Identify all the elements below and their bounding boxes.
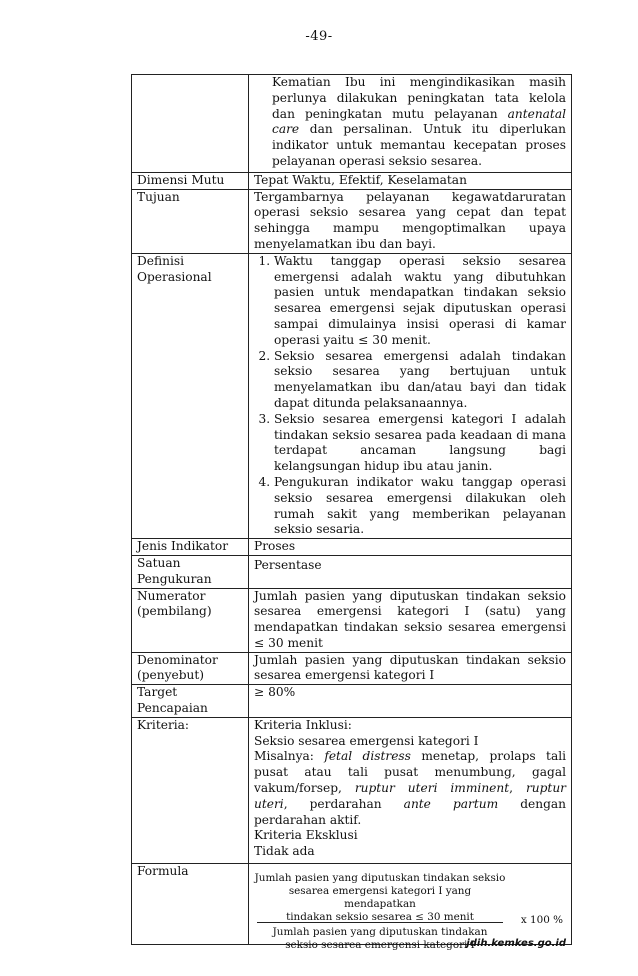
formula-denominator-line: seksio sesarea emergensi kategori I	[285, 939, 475, 952]
row-jenis-indikator	[132, 539, 572, 556]
intro-row	[132, 75, 572, 173]
italic-term: ruptur uteri imminent	[354, 781, 510, 796]
row-formula	[132, 864, 572, 945]
row-tujuan	[132, 189, 572, 253]
inclusion-line: Seksio sesarea emergensi kategori I	[254, 733, 479, 748]
fraction-bar	[257, 922, 503, 923]
row-value	[249, 864, 572, 952]
row-value	[249, 717, 572, 863]
text-run: ,	[509, 781, 526, 796]
page-number: -49-	[305, 29, 333, 44]
inclusion-heading: Kriteria Inklusi:	[254, 717, 352, 732]
definition-item: 3. Seksio sesarea emergensi kategori I adalah tindakan seksio sesarea pada keadaan di mana terdapat ancaman langsung bagi kelangsungan hidup ibu atau janin.	[274, 412, 566, 475]
formula-numerator	[253, 872, 507, 924]
row-satuan-pengukuran	[132, 555, 572, 588]
row-label: Target Pencapaian	[132, 685, 249, 718]
row-value: Tergambarnya pelayanan kegawatdaruratan operasi seksio sesarea yang cepat dan tepat sehingga mampu mengoptimalkan upaya menyelamatkan ibu dan bayi.	[249, 189, 572, 253]
row-label: Dimensi Mutu	[132, 172, 249, 189]
row-target-pencapaian	[132, 685, 572, 718]
row-label: Numerator (pembilang)	[132, 588, 249, 652]
row-denominator	[132, 652, 572, 685]
formula-multiplier: x 100 %	[520, 914, 563, 927]
intro-paragraph	[254, 75, 566, 170]
formula-numerator-line: sesarea emergensi kategori I yang mendapatkan	[288, 885, 472, 911]
text-run: dan persalinan. Untuk itu diperlukan indikator untuk memantau kecepatan proses pelayanan operasi seksio sesarea.	[272, 122, 566, 168]
intro-label-cell	[132, 75, 249, 173]
row-value: Proses	[249, 539, 572, 556]
formula-numerator-line: Jumlah pasien yang diputuskan tindakan seksio	[254, 872, 506, 885]
definition-list	[254, 254, 566, 538]
exclusion-value: Tidak ada	[254, 844, 315, 859]
italic-term: ruptur uteri	[254, 781, 567, 811]
row-value	[249, 253, 572, 538]
italic-term: ante partum	[403, 796, 499, 811]
definition-item: 1. Waktu tanggap operasi seksio sesarea emergensi adalah waktu yang dibutuhkan pasien untuk mendapatkan tindakan seksio sesarea emergensi sejak diputuskan operasi sampai dimulainya insisi operasi di kamar operasi yaitu ≤ 30 menit.	[274, 254, 566, 349]
intro-value-cell	[249, 75, 572, 173]
footer-source-link: jdih.kemkes.go.id	[466, 938, 566, 949]
row-value: Jumlah pasien yang diputuskan tindakan seksio sesarea emergensi kategori I (satu) yang mendapatkan tindakan seksio sesarea emergensi ≤ 30 menit	[249, 588, 572, 652]
formula-numerator-line: tindakan seksio sesarea ≤ 30 menit	[286, 911, 474, 924]
text-run: Kematian Ibu ini mengindikasikan masih perlunya dilakukan peningkatan tata kelola dan peningkatan mutu pelayanan	[272, 75, 566, 121]
text-run: dengan perdarahan aktif.	[254, 796, 567, 827]
row-value: Persentase	[249, 555, 572, 588]
row-dimensi-mutu	[132, 172, 572, 189]
text-run: Misalnya:	[254, 749, 325, 764]
definition-item: 2. Seksio sesarea emergensi adalah tindakan seksio sesarea yang bertujuan untuk menyelamatkan ibu dan/atau bayi dan tidak dapat ditunda pelaksanaannya.	[274, 349, 566, 412]
row-kriteria	[132, 717, 572, 863]
row-label: Definisi Operasional	[132, 253, 249, 538]
formula-denominator-line: Jumlah pasien yang diputuskan tindakan	[272, 926, 488, 939]
row-label: Jenis Indikator	[132, 539, 249, 556]
formula-fraction	[253, 864, 567, 952]
definition-item: 4. Pengukuran indikator waku tanggap operasi seksio sesarea emergensi dilakukan oleh rumah sakit yang memberikan pelayanan seksio sesaria.	[274, 475, 566, 538]
row-label: Formula	[132, 864, 249, 945]
row-label: Kriteria:	[132, 717, 249, 863]
row-value: Tepat Waktu, Efektif, Keselamatan	[249, 172, 572, 189]
row-numerator	[132, 588, 572, 652]
italic-term: antenatal care	[272, 106, 566, 137]
row-label: Denominator (penyebut)	[132, 652, 249, 685]
exclusion-heading: Kriteria Eksklusi	[254, 828, 358, 843]
inclusion-examples	[254, 749, 566, 828]
indicator-profile-table	[131, 74, 572, 952]
text-run: menetap, prolaps tali pusat atau tali pusat menumbung, gagal vakum/forsep,	[254, 749, 567, 796]
row-label: Satuan Pengukuran	[132, 555, 249, 588]
row-definisi-operasional	[132, 253, 572, 538]
row-label: Tujuan	[132, 189, 249, 253]
row-value: ≥ 80%	[249, 685, 572, 718]
row-value: Jumlah pasien yang diputuskan tindakan seksio sesarea emergensi kategori I	[249, 652, 572, 685]
italic-term: fetal distress	[324, 749, 411, 764]
text-run: , perdarahan	[283, 796, 404, 811]
